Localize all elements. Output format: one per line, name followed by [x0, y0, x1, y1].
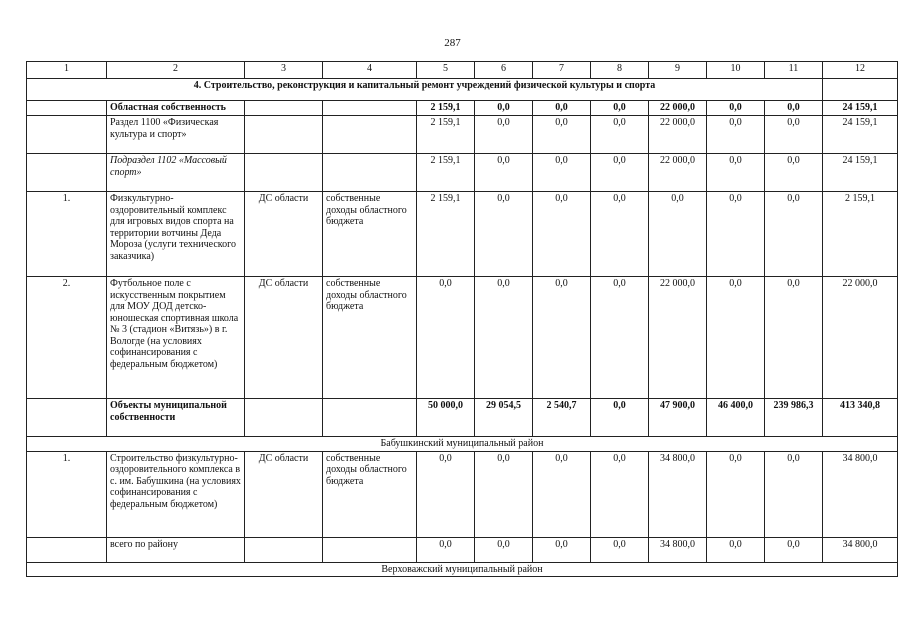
col-header: 3: [245, 62, 323, 79]
value-cell: 2 540,7: [533, 399, 591, 437]
district-row: [27, 562, 898, 577]
item-customer: ДС области: [245, 192, 323, 277]
value-cell: 22 000,0: [823, 277, 898, 399]
value-cell: 0,0: [475, 116, 533, 154]
value-cell: 34 800,0: [823, 537, 898, 562]
value-cell: 47 900,0: [649, 399, 707, 437]
value-cell: 22 000,0: [649, 101, 707, 116]
value-cell: 0,0: [417, 277, 475, 399]
district-title: Бабушкинский муниципальный район: [27, 437, 898, 452]
value-cell: 0,0: [475, 154, 533, 192]
value-cell: 0,0: [533, 154, 591, 192]
row-label: Раздел 1100 «Физическая культура и спорт»: [107, 116, 245, 154]
value-cell: 29 054,5: [475, 399, 533, 437]
district-title: Верховажский муниципальный район: [27, 562, 898, 577]
item-source: собственные доходы областного бюджета: [323, 451, 417, 537]
value-cell: 0,0: [591, 399, 649, 437]
value-cell: 0,0: [591, 192, 649, 277]
item-name: Футбольное поле с искусственным покрытием для МОУ ДОД детско-юношеская спортивная школа № 3 (стадион «Витязь») в г. Вологде (на условиях софинансирования с федеральным бюджетом): [107, 277, 245, 399]
column-number-row: [27, 62, 898, 79]
budget-table: [26, 61, 898, 577]
col-header: 11: [765, 62, 823, 79]
row-label: Объекты муниципальной собственности: [107, 399, 245, 437]
value-cell: 0,0: [417, 537, 475, 562]
value-cell: 0,0: [707, 277, 765, 399]
razdel-row: [27, 116, 898, 154]
value-cell: 0,0: [707, 451, 765, 537]
value-cell: 0,0: [533, 451, 591, 537]
item-number: 1.: [27, 451, 107, 537]
oblast-row: [27, 101, 898, 116]
value-cell: 22 000,0: [649, 277, 707, 399]
value-cell: 22 000,0: [649, 116, 707, 154]
value-cell: 0,0: [591, 101, 649, 116]
value-cell: 0,0: [707, 154, 765, 192]
value-cell: 0,0: [765, 277, 823, 399]
item-source: собственные доходы областного бюджета: [323, 192, 417, 277]
value-cell: 0,0: [591, 537, 649, 562]
value-cell: 0,0: [475, 277, 533, 399]
value-cell: 0,0: [417, 451, 475, 537]
item-customer: ДС области: [245, 277, 323, 399]
value-cell: 24 159,1: [823, 116, 898, 154]
value-cell: 34 800,0: [649, 537, 707, 562]
value-cell: 22 000,0: [649, 154, 707, 192]
value-cell: 2 159,1: [417, 192, 475, 277]
col-header: 6: [475, 62, 533, 79]
row-label: Подраздел 1102 «Массовый спорт»: [107, 154, 245, 192]
value-cell: 0,0: [591, 154, 649, 192]
value-cell: 0,0: [533, 277, 591, 399]
podrazdel-row: [27, 154, 898, 192]
item-number: 1.: [27, 192, 107, 277]
item-row: [27, 277, 898, 399]
col-header: 10: [707, 62, 765, 79]
total-row: [27, 537, 898, 562]
value-cell: 0,0: [649, 192, 707, 277]
row-label: Областная собственность: [107, 101, 245, 116]
col-header: 4: [323, 62, 417, 79]
value-cell: 2 159,1: [823, 192, 898, 277]
col-header: 2: [107, 62, 245, 79]
value-cell: 0,0: [765, 451, 823, 537]
value-cell: 46 400,0: [707, 399, 765, 437]
section-title: 4. Строительство, реконструкция и капитальный ремонт учреждений физической культуры и спорта: [27, 79, 823, 101]
item-name: Физкультурно-оздоровительный комплекс для игровых видов спорта на территории вотчины Деда Мороза (услуги технического заказчика): [107, 192, 245, 277]
value-cell: 0,0: [591, 451, 649, 537]
value-cell: 0,0: [765, 154, 823, 192]
section-row: [27, 79, 898, 101]
col-header: 12: [823, 62, 898, 79]
value-cell: 0,0: [533, 101, 591, 116]
value-cell: 0,0: [765, 101, 823, 116]
value-cell: 0,0: [475, 451, 533, 537]
value-cell: 24 159,1: [823, 101, 898, 116]
value-cell: 413 340,8: [823, 399, 898, 437]
page-number: 287: [444, 37, 461, 49]
value-cell: 24 159,1: [823, 154, 898, 192]
item-row: [27, 451, 898, 537]
value-cell: 0,0: [707, 101, 765, 116]
item-name: Строительство физкультурно-оздоровительного комплекса в с. им. Бабушкина (на условиях софинансирования с федеральным бюджетом): [107, 451, 245, 537]
col-header: 5: [417, 62, 475, 79]
item-row: [27, 192, 898, 277]
value-cell: 34 800,0: [649, 451, 707, 537]
row-label: всего по району: [107, 537, 245, 562]
value-cell: 2 159,1: [417, 154, 475, 192]
value-cell: 0,0: [707, 192, 765, 277]
value-cell: 0,0: [591, 116, 649, 154]
value-cell: 0,0: [591, 277, 649, 399]
value-cell: 34 800,0: [823, 451, 898, 537]
value-cell: 2 159,1: [417, 116, 475, 154]
value-cell: 0,0: [533, 537, 591, 562]
value-cell: 0,0: [707, 116, 765, 154]
value-cell: 0,0: [475, 537, 533, 562]
value-cell: 0,0: [533, 116, 591, 154]
district-row: [27, 437, 898, 452]
value-cell: 0,0: [765, 537, 823, 562]
value-cell: 0,0: [765, 192, 823, 277]
value-cell: 2 159,1: [417, 101, 475, 116]
value-cell: 0,0: [475, 192, 533, 277]
value-cell: 0,0: [765, 116, 823, 154]
col-header: 9: [649, 62, 707, 79]
value-cell: 239 986,3: [765, 399, 823, 437]
col-header: 1: [27, 62, 107, 79]
value-cell: 0,0: [707, 537, 765, 562]
municipal-row: [27, 399, 898, 437]
col-header: 8: [591, 62, 649, 79]
value-cell: 0,0: [475, 101, 533, 116]
item-source: собственные доходы областного бюджета: [323, 277, 417, 399]
item-customer: ДС области: [245, 451, 323, 537]
value-cell: 50 000,0: [417, 399, 475, 437]
item-number: 2.: [27, 277, 107, 399]
value-cell: 0,0: [533, 192, 591, 277]
col-header: 7: [533, 62, 591, 79]
